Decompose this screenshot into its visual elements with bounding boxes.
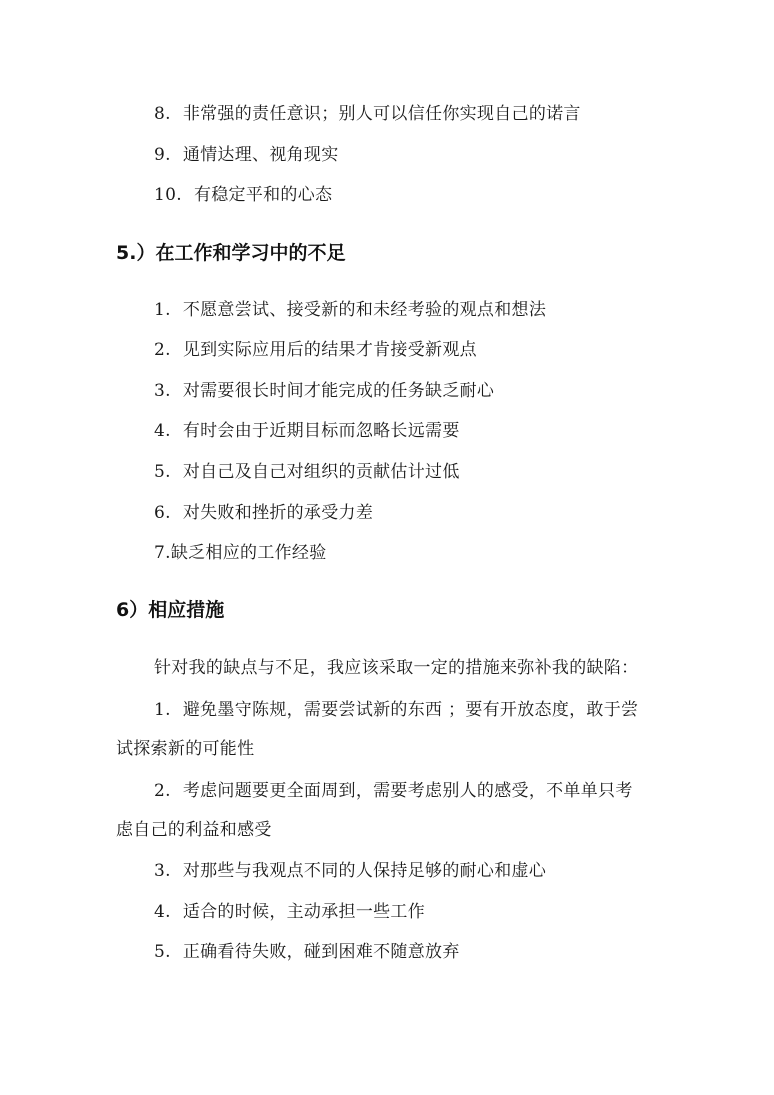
list-item-text: 不愿意尝试、接受新的和未经考验的观点和想法 (182, 300, 547, 320)
list-item (154, 298, 546, 322)
list-item-number: 7. (154, 543, 171, 563)
list-item-text: 考虑问题要更全面周到，需要考虑别人的感受，不单单只考 (182, 781, 633, 801)
list-item-number: 1. (154, 700, 171, 720)
list-item-continuation: 虑自己的利益和感受 (116, 820, 272, 840)
list-item (154, 501, 373, 525)
section-6-intro: 针对我的缺点与不足，我应该采取一定的措施来弥补我的缺陷： (154, 658, 639, 678)
section-6-heading: 6）相应措施 (116, 599, 225, 621)
list-item-number: 5. (154, 462, 171, 482)
list-item-number: 8. (154, 104, 171, 124)
list-item-number: 5. (154, 942, 171, 962)
list-item-text: 对自己及自己对组织的贡献估计过低 (182, 462, 460, 482)
list-item-text: 适合的时候，主动承担一些工作 (182, 902, 426, 922)
list-item-number: 10. (154, 185, 182, 205)
list-item (154, 338, 477, 362)
list-item (154, 900, 425, 924)
list-item-text: 对那些与我观点不同的人保持足够的耐心和虚心 (182, 861, 547, 881)
list-item (154, 859, 546, 883)
list-item-number: 4. (154, 421, 171, 441)
list-item (154, 183, 332, 207)
list-item-number: 2. (154, 340, 171, 360)
list-item-text: 缺乏相应的工作经验 (170, 543, 327, 563)
list-item (154, 143, 339, 167)
list-item (154, 698, 638, 722)
list-item-text: 有时会由于近期目标而忽略长远需要 (182, 421, 460, 441)
list-item-number: 6. (154, 503, 171, 523)
list-item-number: 2. (154, 781, 171, 801)
list-item (154, 419, 460, 443)
list-item-number: 9. (154, 145, 171, 165)
section-5-heading: 5.）在工作和学习中的不足 (116, 242, 346, 264)
list-item (154, 541, 327, 565)
list-item-number: 3. (154, 381, 171, 401)
list-item-number: 1. (154, 300, 171, 320)
list-item-text: 非常强的责任意识；别人可以信任你实现自己的诺言 (182, 104, 581, 124)
list-item-text: 有稳定平和的心态 (193, 185, 333, 205)
list-item (154, 460, 460, 484)
list-item-text: 正确看待失败，碰到困难不随意放弃 (182, 942, 460, 962)
list-item-text: 对失败和挫折的承受力差 (182, 503, 374, 523)
list-item (154, 379, 494, 403)
list-item-number: 3. (154, 861, 171, 881)
list-item-text: 通情达理、视角现实 (182, 145, 339, 165)
list-item-text: 见到实际应用后的结果才肯接受新观点 (182, 340, 477, 360)
list-item (154, 102, 581, 126)
list-item-text: 对需要很长时间才能完成的任务缺乏耐心 (182, 381, 495, 401)
list-item-text: 避免墨守陈规，需要尝试新的东西 ；要有开放态度，敢于尝 (182, 700, 639, 720)
list-item (154, 940, 460, 964)
list-item-number: 4. (154, 902, 171, 922)
list-item-continuation: 试探索新的可能性 (116, 739, 255, 759)
list-item (154, 779, 633, 803)
